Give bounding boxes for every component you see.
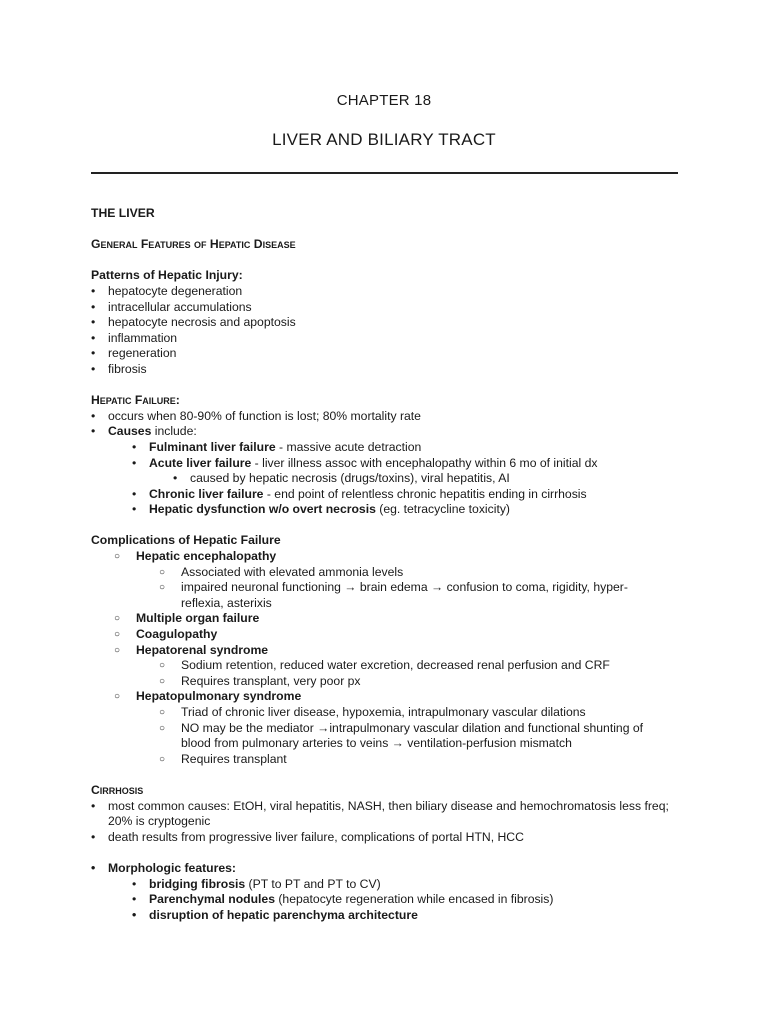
list-item	[91, 705, 691, 721]
bullet: •	[91, 424, 96, 439]
circle-bullet: ○	[159, 566, 166, 578]
list-item	[91, 440, 691, 456]
list-item	[91, 892, 691, 908]
list-item	[91, 658, 691, 674]
item-text: caused by hepatic necrosis (drugs/toxins), viral hepatitis, AI	[190, 471, 510, 486]
item-bold: bridging fibrosis	[149, 876, 246, 891]
list-item	[91, 284, 691, 300]
item-text: NO may be the mediator →intrapulmonary vascular dilation and functional shunting of	[181, 720, 644, 735]
list-item	[91, 611, 691, 627]
bullet: •	[91, 299, 96, 314]
bullet: •	[132, 907, 137, 922]
list-item-continuation	[91, 736, 691, 752]
patterns-heading: Patterns of Hepatic Injury:	[91, 268, 243, 283]
list-item	[91, 799, 691, 815]
circle-bullet: ○	[114, 629, 121, 641]
list-item	[91, 643, 691, 659]
item-text: death results from progressive liver failure, complications of portal HTN, HCC	[108, 829, 524, 844]
circle-bullet: ○	[159, 722, 166, 734]
bullet: •	[91, 283, 96, 298]
list-item	[91, 331, 691, 347]
list-item	[91, 580, 691, 596]
bullet: •	[91, 829, 96, 844]
item-text: inflammation	[108, 330, 178, 345]
bullet: •	[132, 892, 137, 907]
item-text: (PT to PT and PT to CV)	[245, 876, 381, 891]
bullet: •	[132, 502, 137, 517]
item-text: Sodium retention, reduced water excretion, decreased renal perfusion and CRF	[181, 658, 610, 673]
bullet: •	[91, 346, 96, 361]
circle-bullet: ○	[159, 753, 166, 765]
list-item	[91, 627, 691, 643]
circle-bullet: ○	[159, 582, 166, 594]
item-text: Coagulopathy	[136, 627, 218, 642]
list-item	[91, 362, 691, 378]
bullet: •	[132, 455, 137, 470]
list-item	[91, 409, 691, 425]
subsection-title: General Features of Hepatic Disease	[91, 237, 296, 252]
circle-bullet: ○	[159, 675, 166, 687]
item-bold: Causes	[108, 424, 152, 439]
list-item	[91, 877, 691, 893]
list-item	[91, 689, 691, 705]
item-bold: Acute liver failure	[149, 455, 252, 470]
hepatic-failure-heading: Hepatic Failure:	[91, 393, 180, 408]
item-text: impaired neuronal functioning → brain edema → confusion to coma, rigidity, hyper-	[181, 580, 628, 595]
item-bold: Parenchymal nodules	[149, 892, 275, 907]
list-item	[91, 424, 691, 440]
list-item	[91, 830, 691, 846]
item-text: Hepatorenal syndrome	[136, 642, 269, 657]
list-item	[91, 346, 691, 362]
list-item	[91, 565, 691, 581]
bullet: •	[91, 860, 96, 875]
list-item	[91, 487, 691, 503]
item-text: Requires transplant, very poor px	[181, 673, 361, 688]
item-text: Triad of chronic liver disease, hypoxemia, intrapulmonary vascular dilations	[181, 705, 586, 719]
list-item	[91, 471, 691, 487]
list-item	[91, 315, 691, 331]
list-item	[91, 908, 691, 924]
cirrhosis-heading: Cirrhosis	[91, 782, 144, 797]
circle-bullet: ○	[114, 691, 121, 703]
item-bold: Hepatic dysfunction w/o overt necrosis	[149, 502, 376, 517]
item-text: - liver illness assoc with encephalopathy within 6 mo of initial dx	[251, 455, 598, 470]
item-text: hepatocyte necrosis and apoptosis	[108, 315, 296, 330]
complications-heading: Complications of Hepatic Failure	[91, 533, 281, 548]
circle-bullet: ○	[114, 551, 121, 563]
item-text: occurs when 80-90% of function is lost; 80% mortality rate	[108, 408, 421, 423]
bullet: •	[91, 408, 96, 423]
bullet: •	[173, 471, 178, 486]
list-item	[91, 752, 691, 768]
item-text: (hepatocyte regeneration while encased in fibrosis)	[274, 892, 554, 907]
item-text: hepatocyte degeneration	[108, 283, 243, 298]
list-item	[91, 549, 691, 565]
bullet: •	[91, 798, 96, 813]
bullet: •	[91, 330, 96, 345]
chapter-title: LIVER AND BILIARY TRACT	[272, 130, 496, 149]
item-text: - massive acute detraction	[275, 439, 422, 454]
title-divider	[91, 172, 678, 174]
item-text: reflexia, asterixis	[181, 595, 272, 610]
bullet: •	[132, 486, 137, 501]
item-bold: Chronic liver failure	[149, 486, 264, 501]
chapter-number: CHAPTER 18	[336, 92, 432, 109]
item-text: Requires transplant	[181, 751, 287, 766]
bullet: •	[91, 361, 96, 376]
bullet: •	[132, 439, 137, 454]
item-text: 20% is cryptogenic	[108, 814, 211, 829]
item-text: Morphologic features:	[108, 860, 236, 875]
item-text: Hepatopulmonary syndrome	[136, 689, 302, 704]
item-text: fibrosis	[108, 361, 147, 376]
circle-bullet: ○	[159, 707, 166, 718]
item-text: Multiple organ failure	[136, 611, 260, 626]
list-item	[91, 861, 691, 877]
item-text: blood from pulmonary arteries to veins → ventilation-perfusion mismatch	[181, 736, 572, 751]
list-item-continuation	[91, 596, 691, 612]
bullet: •	[132, 876, 137, 891]
list-item-continuation	[91, 814, 691, 830]
item-text: Associated with elevated ammonia levels	[181, 564, 404, 579]
bullet: •	[91, 315, 96, 330]
list-item	[91, 300, 691, 316]
item-text: most common causes: EtOH, viral hepatitis, NASH, then biliary disease and hemochromatosis less freq;	[108, 798, 669, 813]
circle-bullet: ○	[114, 613, 121, 625]
item-text: Hepatic encephalopathy	[136, 549, 277, 564]
circle-bullet: ○	[159, 660, 166, 672]
circle-bullet: ○	[114, 644, 121, 656]
list-item	[91, 456, 691, 472]
list-item	[91, 674, 691, 690]
item-bold: Fulminant liver failure	[149, 439, 276, 454]
item-text: include:	[151, 424, 197, 439]
item-text: (eg. tetracycline toxicity)	[375, 502, 510, 517]
item-text: disruption of hepatic parenchyma architecture	[149, 907, 418, 922]
item-text: regeneration	[108, 346, 177, 361]
document-body	[91, 206, 691, 923]
list-item	[91, 502, 691, 518]
section-title: THE LIVER	[91, 206, 155, 220]
list-item	[91, 721, 691, 737]
item-text: intracellular accumulations	[108, 299, 252, 314]
item-text: - end point of relentless chronic hepatitis ending in cirrhosis	[263, 486, 587, 501]
